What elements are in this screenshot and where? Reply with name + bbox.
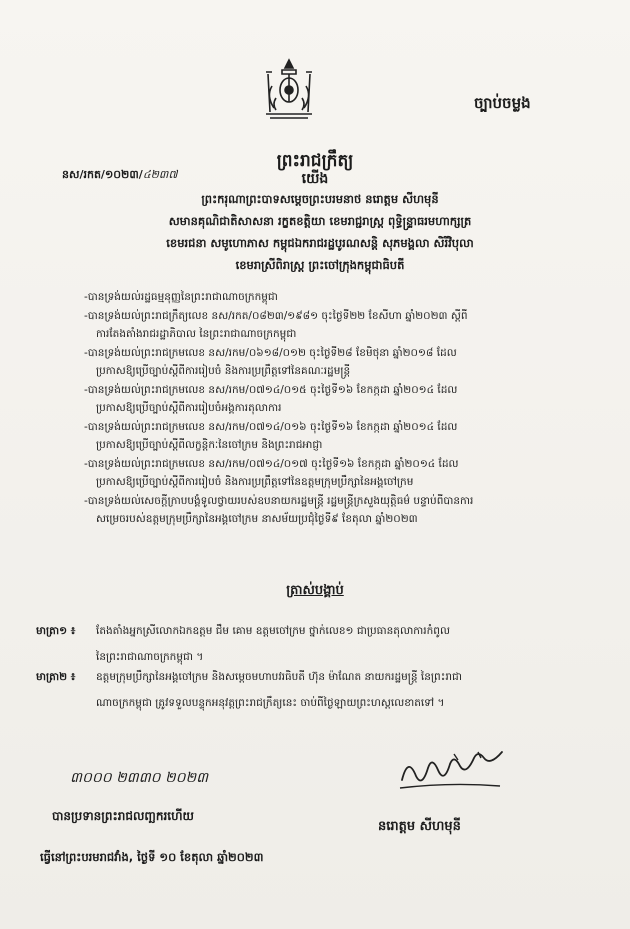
visa-item: -បានទ្រង់យល់សេចក្តីក្រាបបង្គំទូលថ្វាយរបស់ឧបនាយករដ្ឋមន្ត្រី រដ្ឋមន្ត្រីក្រសួងយុត្តិធម៌ បន្ទាប់ពីបានការ	[84, 494, 474, 507]
royal-title-line: ព្រះករុណាព្រះបាទសម្តេចព្រះបរមនាថ នរោត្តម សីហមុនី	[201, 192, 439, 206]
visa-item: -បានទ្រង់យល់ព្រះរាជក្រឹត្យលេខ នស/រកត/០៨២៣/១៩៨១ ចុះថ្ងៃទី២២ ខែសីហា ឆ្នាំ២០២៣ ស្តីពី	[84, 309, 468, 322]
article-2	[36, 664, 596, 720]
visa-item: -បានទ្រង់យល់ព្រះរាជក្រមលេខ នស/រកម/០៧១៤/០១៦ ចុះថ្ងៃទី១៦ ខែកក្កដា ឆ្នាំ២០១៤ ដែល	[84, 420, 458, 433]
visa-item: -បានទ្រង់យល់រដ្ឋធម្មនុញ្ញនៃព្រះរាជាណាចក្រកម្ពុជា	[84, 291, 278, 303]
article-label: មាត្រា១ ៖	[36, 625, 76, 637]
article-line: ណាចក្រកម្ពុជា ត្រូវទទួលបន្ទុកអនុវត្តព្រះរាជក្រឹត្យនេះ ចាប់ពីថ្ងៃឡាយព្រះហស្តលេខាតទៅ ។	[96, 697, 445, 709]
article-body	[96, 664, 596, 716]
visa-list	[84, 288, 554, 529]
handwritten-date: ៣០០០ ២៣៣០ ២០២៣	[70, 770, 209, 786]
article-line: តែងតាំងអ្នកស្រីលោកឯកឧត្តម ជឹម គោម ឧត្តមចៅក្រម ថ្នាក់លេខ១ ជាប្រធានតុលាការកំពូល	[96, 625, 450, 637]
signer-name: នរោត្តម សីហមុនី	[378, 819, 461, 834]
article-line: នៃព្រះរាជាណាចក្រកម្ពុជា ។	[96, 651, 204, 663]
visa-item: -បានទ្រង់យល់ព្រះរាជក្រមលេខ នស/រកម/០៦១៨/០១២ ចុះថ្ងៃទី២៨ ខែមិថុនា ឆ្នាំ២០១៨ ដែល	[84, 346, 457, 359]
visa-item: -បានទ្រង់យល់ព្រះរាជក្រមលេខ នស/រកម/០៧១៤/០១៧ ចុះថ្ងៃទី១៦ ខែកក្កដា ឆ្នាំ២០១៤ ដែល	[84, 457, 459, 470]
article-line: ឧត្តមក្រុមប្រឹក្សានៃអង្គចៅក្រម និងសម្តេចមហាបវរធិបតី ហ៊ុន ម៉ាណែត នាយករដ្ឋមន្ត្រី នៃព្រះរាជា	[96, 671, 462, 683]
royal-coat-of-arms-icon	[258, 56, 320, 122]
royal-title-line: សមានគុណិជាតិសាសនា រក្ខតខត្តិយា ខេមរាជ្ជរាស្ត្រ ពុទ្ធិន្ទ្រាធរមហាក្សត្រ	[168, 214, 472, 228]
royal-titles	[150, 188, 490, 276]
article-body	[96, 618, 596, 670]
visa-item-continued: ប្រកាសឱ្យប្រើច្បាប់ស្តីពីការរៀបចំ និងការប្រព្រឹត្តទៅនៃគណៈរដ្ឋមន្ត្រី	[96, 365, 351, 377]
royal-signature	[394, 746, 514, 794]
seal-note: បានប្រទានព្រះរាជលញ្ឆករហើយ	[52, 809, 194, 823]
reference-handwritten: ៤២៣៧	[142, 168, 178, 181]
visa-item: -បានទ្រង់យល់ព្រះរាជក្រមលេខ នស/រកម/០៧១៤/០១៥ ចុះថ្ងៃទី១៦ ខែកក្កដា ឆ្នាំ២០១៤ ដែល	[84, 383, 458, 396]
document-subtitle: យើង	[301, 171, 329, 187]
copy-stamp: ច្បាប់ចម្លង	[474, 94, 531, 112]
decree-heading: ត្រាស់បង្គាប់	[286, 583, 344, 598]
visa-item-continued: ប្រកាសឱ្យប្រើច្បាប់ស្តីពីលក្ខន្តិកៈនៃចៅក្រម និងព្រះរាជអាជ្ញា	[96, 439, 323, 451]
document-title: ព្រះរាជក្រឹត្យ	[276, 151, 354, 171]
visa-item-continued: ប្រកាសឱ្យប្រើច្បាប់ស្តីពីការរៀបចំអង្គការតុលាការ	[96, 402, 282, 414]
royal-title-line: ខេមរជនា សមូហោភាស កម្ពុជឯករាជរដ្ឋបូរណសន្តិ សុភមង្គលា សិរីវិបុលា	[166, 236, 474, 250]
visa-item-continued: ប្រកាសឱ្យប្រើច្បាប់ស្តីពីការរៀបចំ និងការប្រព្រឹត្តទៅនៃឧត្តមក្រុមប្រឹក្សានៃអង្គចៅក្រម	[96, 476, 414, 488]
royal-title-line: ខេមរាស្រីពិរាស្ត្រ ព្រះចៅក្រុងកម្ពុជាធិបតី	[235, 258, 405, 272]
reference-number	[62, 168, 177, 184]
reference-prefix: នស/រកត/១០២៣/	[62, 168, 143, 181]
visa-item-continued: ការតែងតាំងរាជរដ្ឋាភិបាល នៃព្រះរាជាណាចក្រកម្ពុជា	[96, 328, 297, 340]
visa-item-continued: សម្រេចរបស់ឧត្តមក្រុមប្រឹក្សានៃអង្គចៅក្រម នាសម័យប្រជុំថ្ងៃទី៩ ខែតុលា ឆ្នាំ២០២៣	[96, 513, 418, 525]
article-label: មាត្រា២ ៖	[36, 671, 76, 683]
place-and-date: ធ្វើនៅព្រះបរមរាជវាំង, ថ្ងៃទី ១០ ខែតុលា ឆ្នាំ២០២៣	[40, 850, 264, 864]
